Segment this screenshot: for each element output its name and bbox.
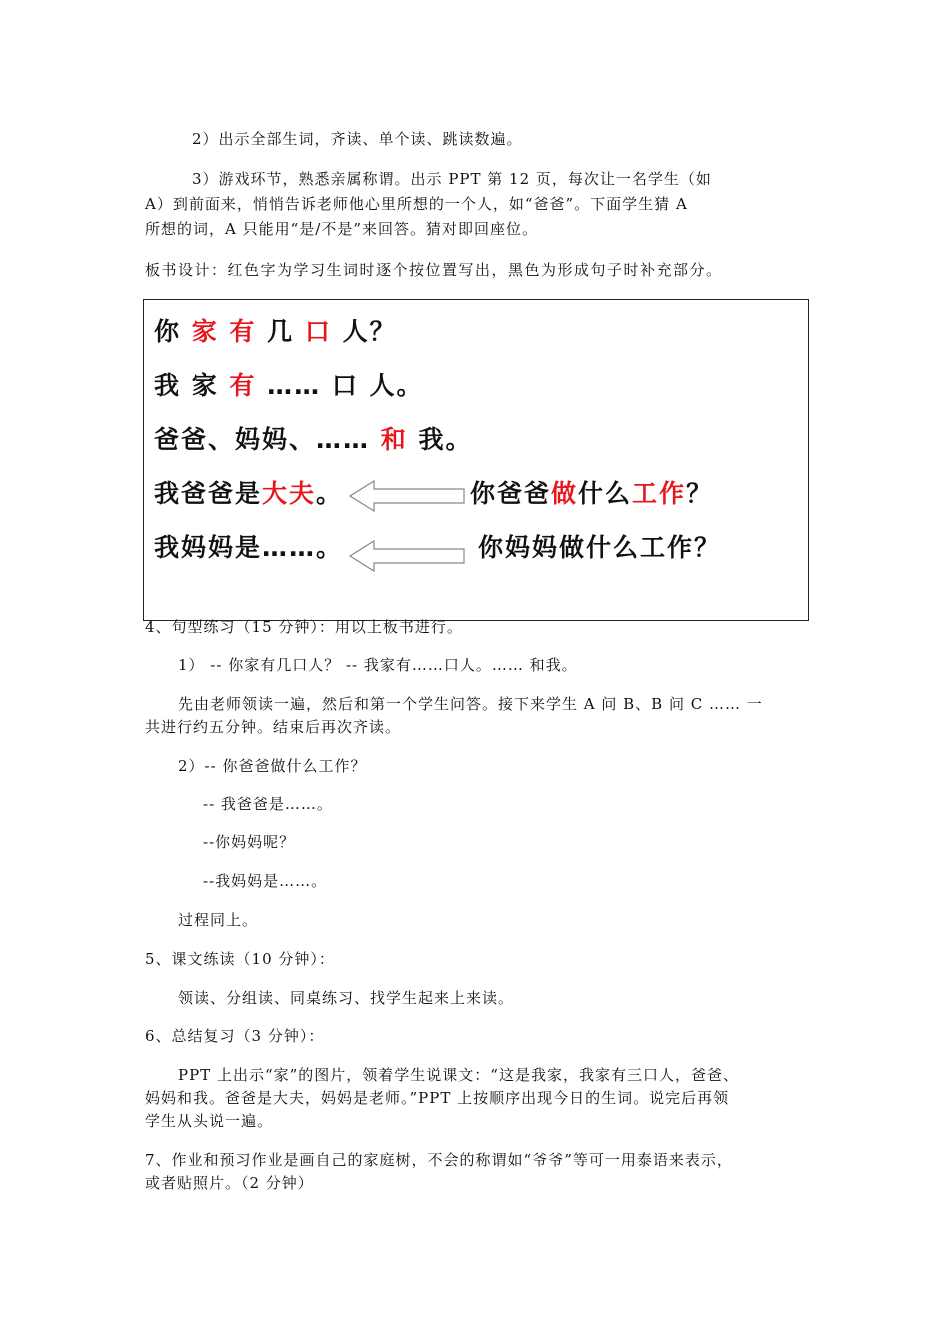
section-4-item-2-c: --我妈妈是……。 <box>203 872 328 890</box>
section-5-title: 5、课文练读（10 分钟）： <box>145 950 335 968</box>
board-line-2 <box>154 366 424 402</box>
section-4-same: 过程同上。 <box>178 911 259 929</box>
board-text: 我爸爸是 <box>154 479 263 508</box>
para-3-line-3: 所想的词，A 只能用“是/不是”来回答。猜对即回座位。 <box>145 220 538 238</box>
para-3-line-1: 3）游戏环节，熟悉亲属称谓。出示 PPT 第 12 页，每次让一名学生（如 <box>192 170 712 188</box>
board-text: 你爸爸 <box>470 479 552 508</box>
blackboard-box <box>143 299 809 621</box>
board-line-4-left <box>154 474 343 510</box>
section-7-line-1: 7、作业和预习作业是画自己的家庭树，不会的称谓如“爷爷”等可一用泰语来表示， <box>145 1151 733 1169</box>
board-red-text: 大夫 <box>262 479 317 508</box>
board-design-note: 板书设计：红色字为学习生词时逐个按位置写出，黑色为形成句子时补充部分。 <box>145 261 723 279</box>
board-text: ？ <box>686 479 714 508</box>
board-text: …… 口 人。 <box>256 371 424 400</box>
board-line-5-left: 我妈妈是……。 <box>154 533 344 562</box>
section-4-item-2-a: -- 我爸爸是……。 <box>203 795 333 813</box>
section-4-desc-2: 共进行约五分钟。结束后再次齐读。 <box>145 718 402 736</box>
board-red-text: 和 <box>380 425 408 454</box>
board-text: 我 家 <box>154 371 230 400</box>
board-red-text: 有 <box>229 371 257 400</box>
board-red-text: 口 <box>304 317 332 346</box>
section-6-line-3: 学生从头说一遍。 <box>145 1112 274 1130</box>
left-arrow-icon <box>348 478 468 514</box>
left-arrow-icon <box>348 538 468 574</box>
board-text: 爸爸、妈妈、…… <box>154 425 381 454</box>
para-2: 2）出示全部生词，齐读、单个读、跳读数遍。 <box>192 130 523 148</box>
board-text: 人？ <box>331 317 397 346</box>
section-4-item-1: 1） -- 你家有几口人？ -- 我家有……口人。…… 和我。 <box>178 656 578 674</box>
board-line-3 <box>154 420 472 456</box>
board-line-4-right <box>470 474 713 510</box>
board-text: 几 <box>256 317 305 346</box>
section-4-title: 4、句型练习（15 分钟）：用以上板书进行。 <box>145 618 463 636</box>
section-4-desc-1: 先由老师领读一遍，然后和第一个学生问答。接下来学生 A 问 B、B 问 C …… 一 <box>178 695 763 713</box>
board-red-text: 做 <box>551 479 579 508</box>
board-line-5-right: 你妈妈做什么工作？ <box>478 533 722 562</box>
board-text: 你 <box>154 317 192 346</box>
section-6-line-2: 妈妈和我。爸爸是大夫，妈妈是老师。”PPT 上按顺序出现今日的生词。说完后再领 <box>145 1089 730 1107</box>
para-3-line-2: A）到前面来，悄悄告诉老师他心里所想的一个人，如“爸爸”。下面学生猜 A <box>145 195 688 213</box>
section-4-item-2-b: --你妈妈呢？ <box>203 833 296 851</box>
board-red-text: 工作 <box>632 479 687 508</box>
section-4-item-2: 2）-- 你爸爸做什么工作？ <box>178 757 367 775</box>
board-text: 。 <box>316 479 344 508</box>
section-6-line-1: PPT 上出示“家”的图片，领着学生说课文：“这是我家，我家有三口人，爸爸、 <box>178 1066 739 1084</box>
board-text: 我。 <box>407 425 473 454</box>
board-red-text: 家 有 <box>191 317 257 346</box>
board-line-1 <box>154 312 397 348</box>
section-7-line-2: 或者贴照片。（2 分钟） <box>145 1174 314 1192</box>
section-6-title: 6、总结复习（3 分钟）： <box>145 1027 325 1045</box>
board-text: 什么 <box>578 479 633 508</box>
section-5-body: 领读、分组读、同桌练习、找学生起来上来读。 <box>178 989 515 1007</box>
